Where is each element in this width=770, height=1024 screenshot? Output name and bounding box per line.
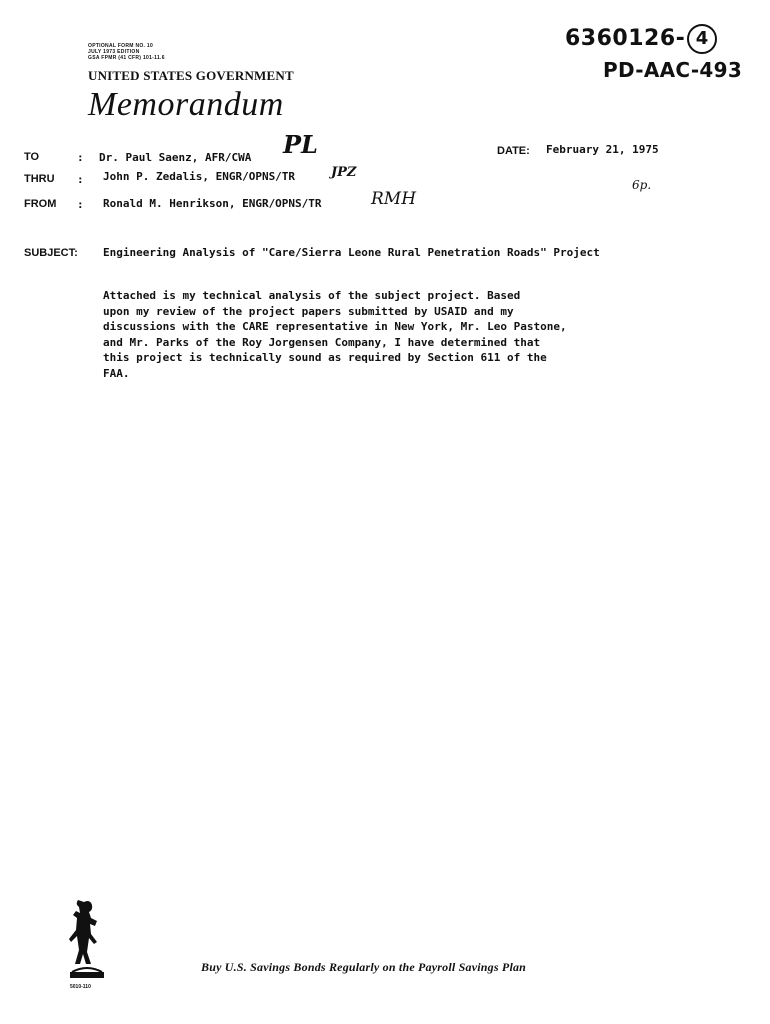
circled-number: 4 [687,24,717,54]
handwritten-reference-number [565,24,717,54]
body-line: FAA. [103,366,130,380]
form-line: JULY 1973 EDITION [88,49,140,55]
from-value: Ronald M. Henrikson, ENGR/OPNS/TR [103,197,322,210]
body-line: and Mr. Parks of the Roy Jorgensen Company, I have determined that [103,335,541,349]
from-initials: RMH [371,189,417,209]
to-label: TO [24,151,40,163]
agency-heading: UNITED STATES GOVERNMENT [88,68,294,83]
date-label: DATE: [497,145,530,157]
thru-initials: JPZ [331,165,357,180]
minuteman-logo-icon [64,898,110,990]
thru-label: THRU [24,173,55,185]
body-line: this project is technically sound as required by Section 611 of the [103,351,547,364]
handwritten-document-id: PD-AAC-493 [603,58,743,82]
body-line: discussions with the CARE representative in New York, Mr. Leo Pastone, [103,320,567,333]
logo-code: 5010-110 [70,984,91,990]
to-value: Dr. Paul Saenz, AFR/CWA [99,151,252,164]
from-label: FROM [24,198,57,210]
savings-bonds-slogan: Buy U.S. Savings Bonds Regularly on the Payroll Savings Plan [201,960,527,974]
subject-label: SUBJECT: [24,247,78,259]
form-line: GSA FPMR (41 CFR) 101-11.6 [88,55,165,61]
from-colon: : [77,198,84,211]
date-value: February 21, 1975 [546,143,659,156]
memo-title: Memorandum [88,86,284,123]
reference-number-text: 6360126- [565,26,686,51]
subject-value: Engineering Analysis of "Care/Sierra Leone Rural Penetration Roads" Project [103,246,600,259]
body-line: upon my review of the project papers submitted by USAID and my [103,304,514,318]
body-line: Attached is my technical analysis of the subject project. Based [103,289,521,302]
form-number-block [88,43,165,61]
thru-value: John P. Zedalis, ENGR/OPNS/TR [103,170,296,183]
memo-body [103,288,663,381]
to-initials: PL [283,130,318,159]
pages-note: 6p. [632,178,652,192]
thru-colon: : [77,173,84,186]
form-line: OPTIONAL FORM NO. 10 [88,43,154,49]
to-colon: : [77,151,84,164]
